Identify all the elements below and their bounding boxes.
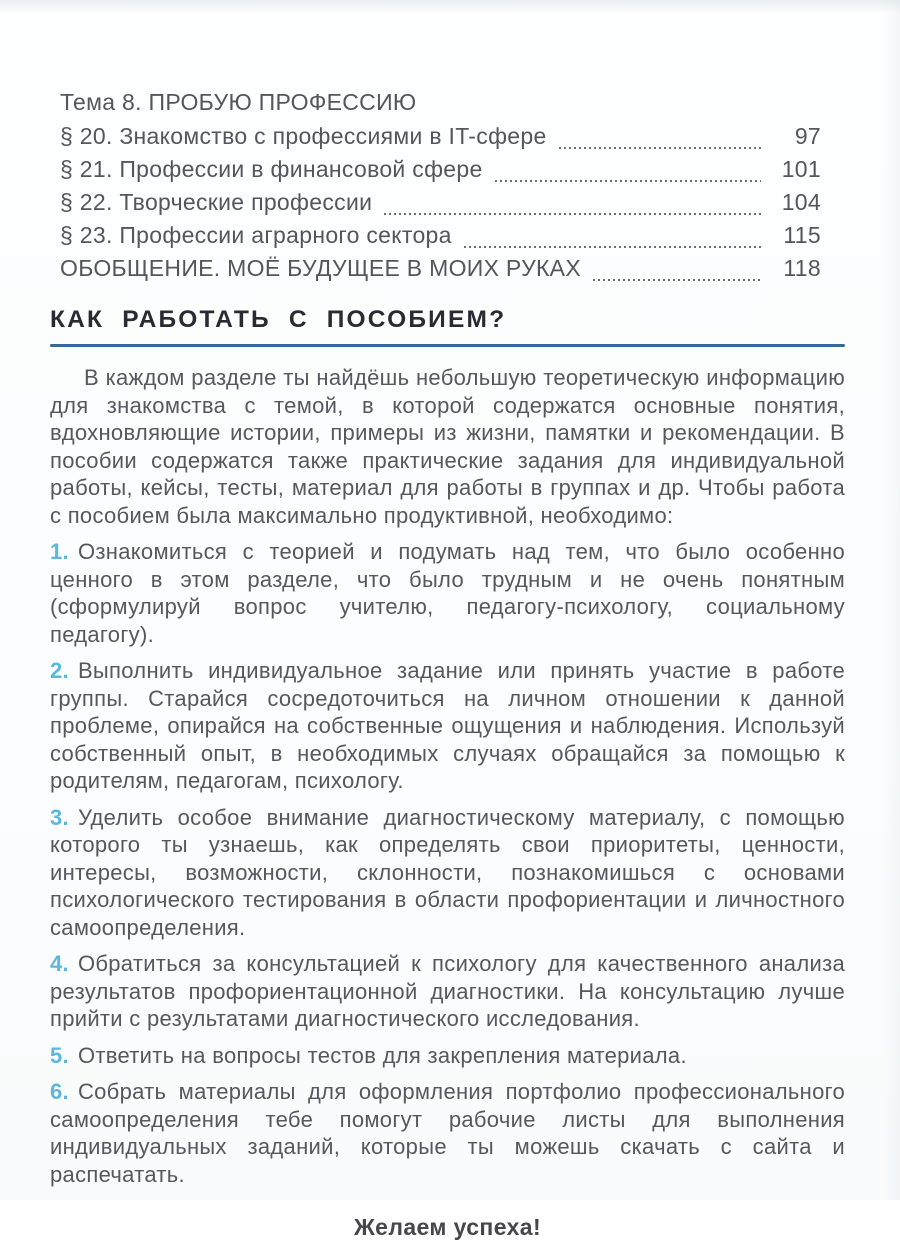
toc-entry-row [60,252,845,285]
list-item-number: 3. [50,804,69,830]
list-item-number: 5. [50,1042,69,1068]
toc-entry-row [60,186,845,219]
toc-dotted-leader [495,180,761,183]
toc-dotted-leader [384,213,761,216]
toc-dotted-leader [559,147,761,150]
list-item [50,538,845,648]
toc-page-number: 118 [783,255,821,281]
list-item [50,1042,845,1070]
section-header [50,305,845,347]
toc-page-number: 97 [794,123,821,149]
toc-entry-label: § 20. Знакомство с профессиями в IT-сфере [60,123,547,149]
list-item-text: Ответить на вопросы тестов для закрепления материала. [77,1042,687,1068]
toc-page-number: 104 [781,189,821,215]
list-item [50,950,845,1033]
list-item-text: Уделить особое внимание диагностическому материалу, с помощью которого ты узнаешь, как определять свои приоритеты, ценности, интересы, возможности, склонности, познакомишься с основами психологического тестирования в области профориентации и личностного самоопределения. [50,804,845,940]
list-item-number: 4. [50,951,69,976]
list-item-text: Выполнить индивидуальное задание или принять участие в работе группы. Старайся сосредоточиться на личном отношении к данной проблеме, опирайся на собственные ощущения и наблюдения. Используй собственный опыт, в необходимых случаях обращайся за помощью к родителям, педагогам, психологу. [50,658,845,793]
toc-entry-row [60,120,845,153]
heading-underline-rule [50,344,845,347]
toc-entry-label: ОБОБЩЕНИЕ. МОЁ БУДУЩЕЕ В МОИХ РУКАХ [60,255,581,281]
toc-dotted-leader [593,279,761,282]
list-item-number: 1. [50,539,69,564]
toc-entry-row [60,219,845,252]
list-item [50,1078,845,1188]
how-to-heading: КАК РАБОТАТЬ С ПОСОБИЕМ? [50,306,507,333]
list-item-number: 6. [50,1079,69,1104]
toc-entry-label: § 23. Профессии аграрного сектора [60,222,452,248]
table-of-contents [60,86,845,285]
toc-dotted-leader [464,246,761,249]
list-item-number: 2. [50,658,69,683]
numbered-list [50,538,845,1188]
toc-theme-title: Тема 8. ПРОБУЮ ПРОФЕССИЮ [60,89,417,115]
list-item-text: Собрать материалы для оформления портфолио профессионального самоопределения тебе помогут рабочие листы для выполнения индивидуальных заданий, которые ты можешь скачать с сайта и распечатать. [50,1079,845,1187]
intro-paragraph: В каждом разделе ты найдёшь небольшую теоретическую информацию для знакомства с темой, в которой содержатся основные понятия, вдохновляющие истории, примеры из жизни, памятки и рекомендации. В пособии содержатся также практические задания для индивидуальной работы, кейсы, тесты, материал для работы в группах и др. Чтобы работа с пособием была максимально продуктивной, необходимо: [50,365,845,528]
list-item [50,804,845,942]
toc-entry-row [60,153,845,186]
closing-wish: Желаем успеха! [353,1214,542,1240]
toc-page-number: 115 [783,222,821,248]
list-item-text: Обратиться за консультацией к психологу для качественного анализа результатов профориентационной диагностики. На консультацию лучше прийти с результатами диагностического исследования. [50,951,845,1031]
toc-page-number: 101 [781,156,821,182]
toc-entry-label: § 22. Творческие профессии [60,189,373,215]
list-item [50,657,845,795]
list-item-text: Ознакомиться с теорией и подумать над тем, что было особенно ценного в этом разделе, что было трудным и не очень понятным (сформулируй вопрос учителю, педагогу-психологу, социальному педагогу). [50,539,845,647]
toc-entry-label: § 21. Профессии в финансовой сфере [60,156,483,182]
